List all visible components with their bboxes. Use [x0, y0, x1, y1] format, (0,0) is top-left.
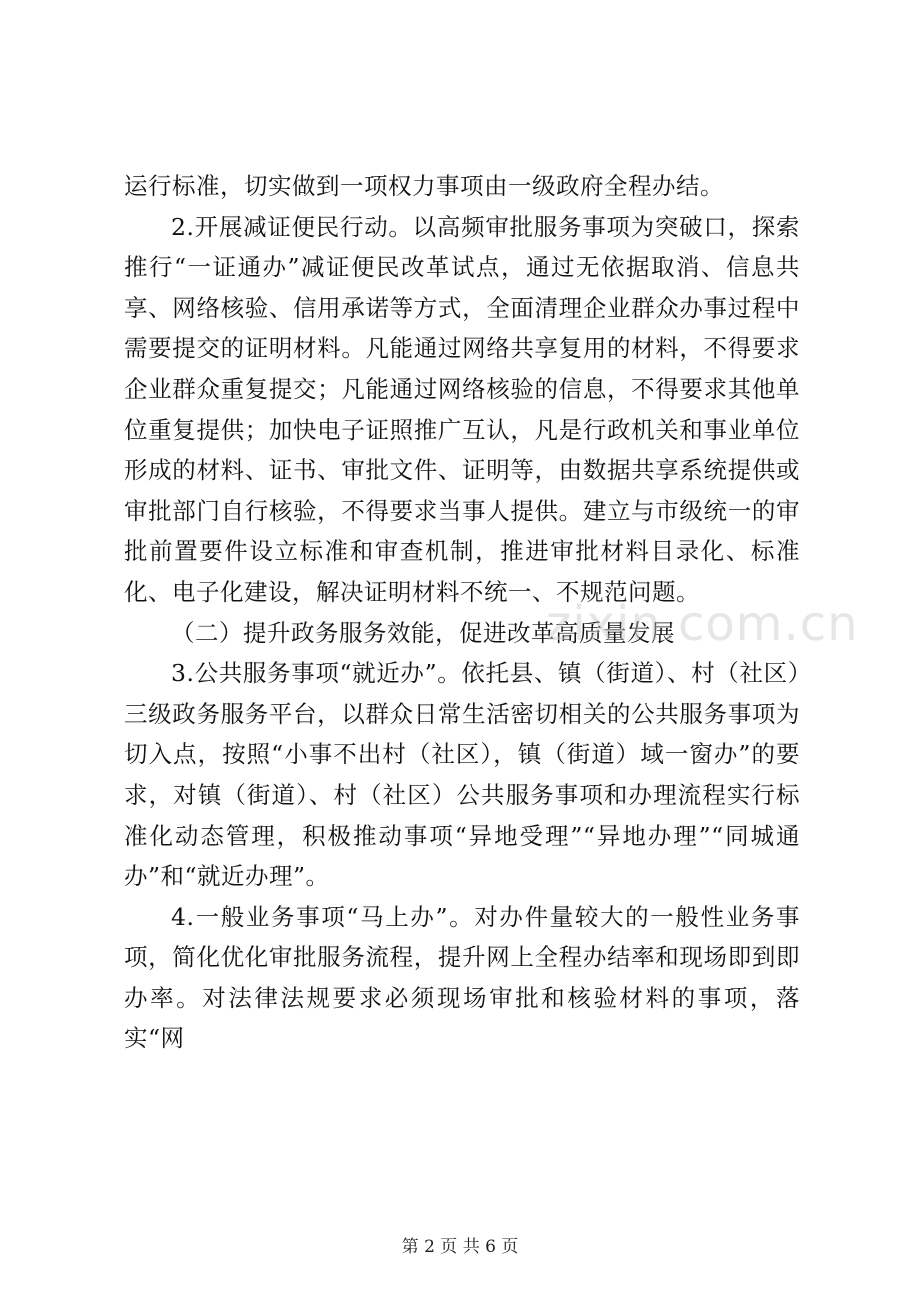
page-number-label: 第 2 页 共 6 页 [401, 1237, 519, 1257]
paragraph-item-3: 3.公共服务事项“就近办”。依托县、镇（街道）、村（社区）三级政务服务平台，以群众日常生活密切相关的公共服务事项为切入点，按照“小事不出村（社区），镇（街道）域一窗办”的要求，对镇（街道）、村（社区）公共服务事项和办理流程实行标准化动态管理，积极推动事项“异地受理”“异地办理”“同城通办”和“就近办理”。 [124, 659, 800, 891]
paragraph-item-2: 2.开展减证便民行动。以高频审批服务事项为突破口，探索推行“一证通办”减证便民改革试点，通过无依据取消、信息共享、网络核验、信用承诺等方式，全面清理企业群众办事过程中需要提交的证明材料。凡能通过网络共享复用的材料，不得要求企业群众重复提交；凡能通过网络核验的信息，不得要求其他单位重复提供；加快电子证照推广互认，凡是行政机关和事业单位形成的材料、证书、审批文件、证明等，由数据共享系统提供或审批部门自行核验，不得要求当事人提供。建立与市级统一的审批前置要件设立标准和审查机制，推进审批材料目录化、标准化、电子化建设，解决证明材料不统一、不规范问题。 [124, 212, 800, 606]
section-heading-2: （二）提升政务服务效能，促进改革高质量发展 [171, 618, 675, 647]
page-footer [0, 1232, 920, 1257]
paragraph-item-4: 4.一般业务事项“马上办”。对办件量较大的一般性业务事项，简化优化审批服务流程，提升网上全程办结率和现场即到即办率。对法律法规要求必须现场审批和核验材料的事项，落实“网 [124, 902, 800, 1053]
watermark-text: zixin.com.cn [546, 596, 859, 652]
paragraph-continuation: 运行标准，切实做到一项权力事项由一级政府全程办结。 [124, 172, 724, 200]
